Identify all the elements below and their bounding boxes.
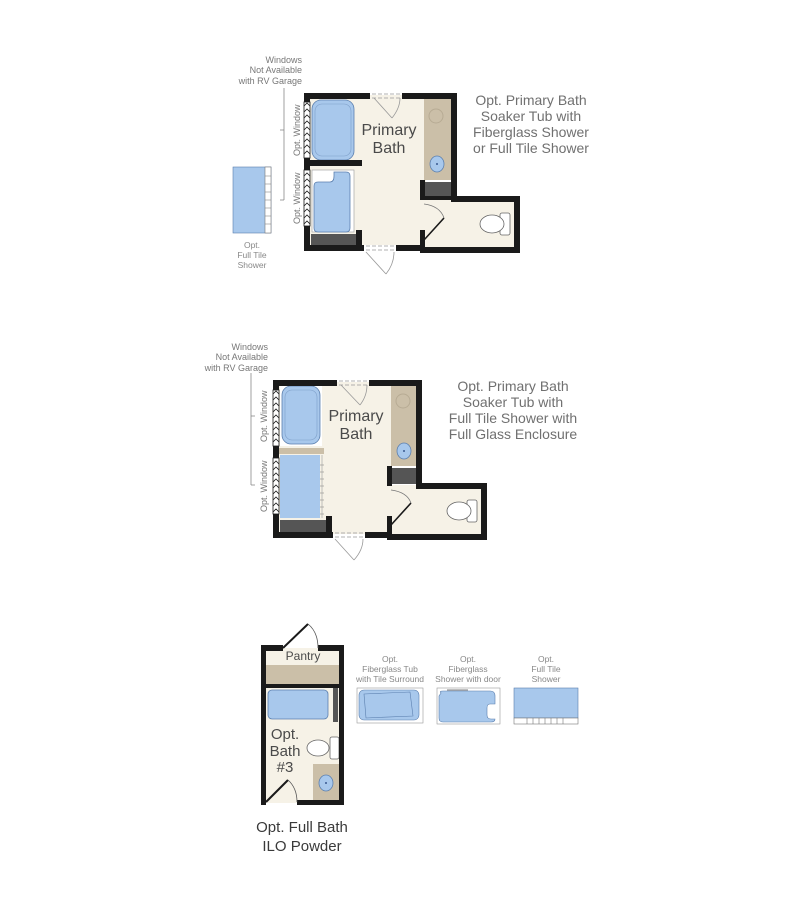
room-name-line: Primary [361,122,417,139]
note-line: Windows [231,342,268,352]
label-line: Full Tile [531,664,561,675]
label-line: Opt. [459,654,477,664]
option-full-tile-shower [514,688,578,724]
note-line: Not Available [249,65,302,76]
caption-line: Full Tile Shower with [448,410,578,426]
note-line: with RV Garage [238,75,302,86]
pantry-door [283,624,318,648]
caption-line: or Full Tile Shower [473,140,589,156]
bath-3-tub [268,690,328,719]
opt-window-label: Opt. Window [259,460,269,512]
caption-line: Opt. Full Bath [256,819,348,836]
bath-3-wall-storage [333,688,338,722]
note-line: with RV Garage [204,362,268,373]
note-line: Windows [265,55,302,65]
label-line: Full Tile [237,250,267,261]
option-label-fiberglass-tub [350,654,430,685]
label-line: Opt. [381,654,399,664]
opt-window-label: Opt. Window [292,104,302,156]
label-line: Shower with door [435,674,501,685]
label-line: Shower [531,674,561,685]
caption-line: Opt. Primary Bath [475,92,587,108]
plan3-caption [242,818,362,856]
note-line: Not Available [215,352,268,363]
caption-line: Soaker Tub with [480,108,582,124]
room-name-line: Bath [339,425,373,443]
option-fiberglass-tub [357,688,423,723]
pantry-label: Pantry [285,649,321,663]
opt-window-label: Opt. Window [292,172,302,224]
room-name-bath-3 [262,727,308,777]
caption-line: Soaker Tub with [462,394,564,410]
label-line: Fiberglass [448,664,488,675]
pantry-shelf [265,665,339,684]
label-line: with Tile Surround [355,674,425,685]
caption-line: ILO Powder [262,838,342,855]
caption-line: Full Glass Enclosure [448,426,578,442]
room-name-line: Opt. [270,726,300,743]
label-line: Shower [237,260,267,271]
label-line: Opt. [243,240,261,250]
room-name-line: Bath [269,742,301,760]
room-name-line: #3 [276,759,294,776]
label-line: Fiberglass Tub [362,664,418,675]
label-line: Opt. [537,654,555,664]
caption-line: Opt. Primary Bath [457,378,569,394]
room-name-line: Bath [372,139,406,157]
room-name-line: Primary [328,408,384,425]
option-label-full-tile-shower [506,654,586,685]
opt-window-label: Opt. Window [259,390,269,442]
option-fiberglass-shower [437,688,500,724]
option-label-fiberglass-shower [428,654,508,685]
caption-line: Fiberglass Shower [473,124,589,140]
